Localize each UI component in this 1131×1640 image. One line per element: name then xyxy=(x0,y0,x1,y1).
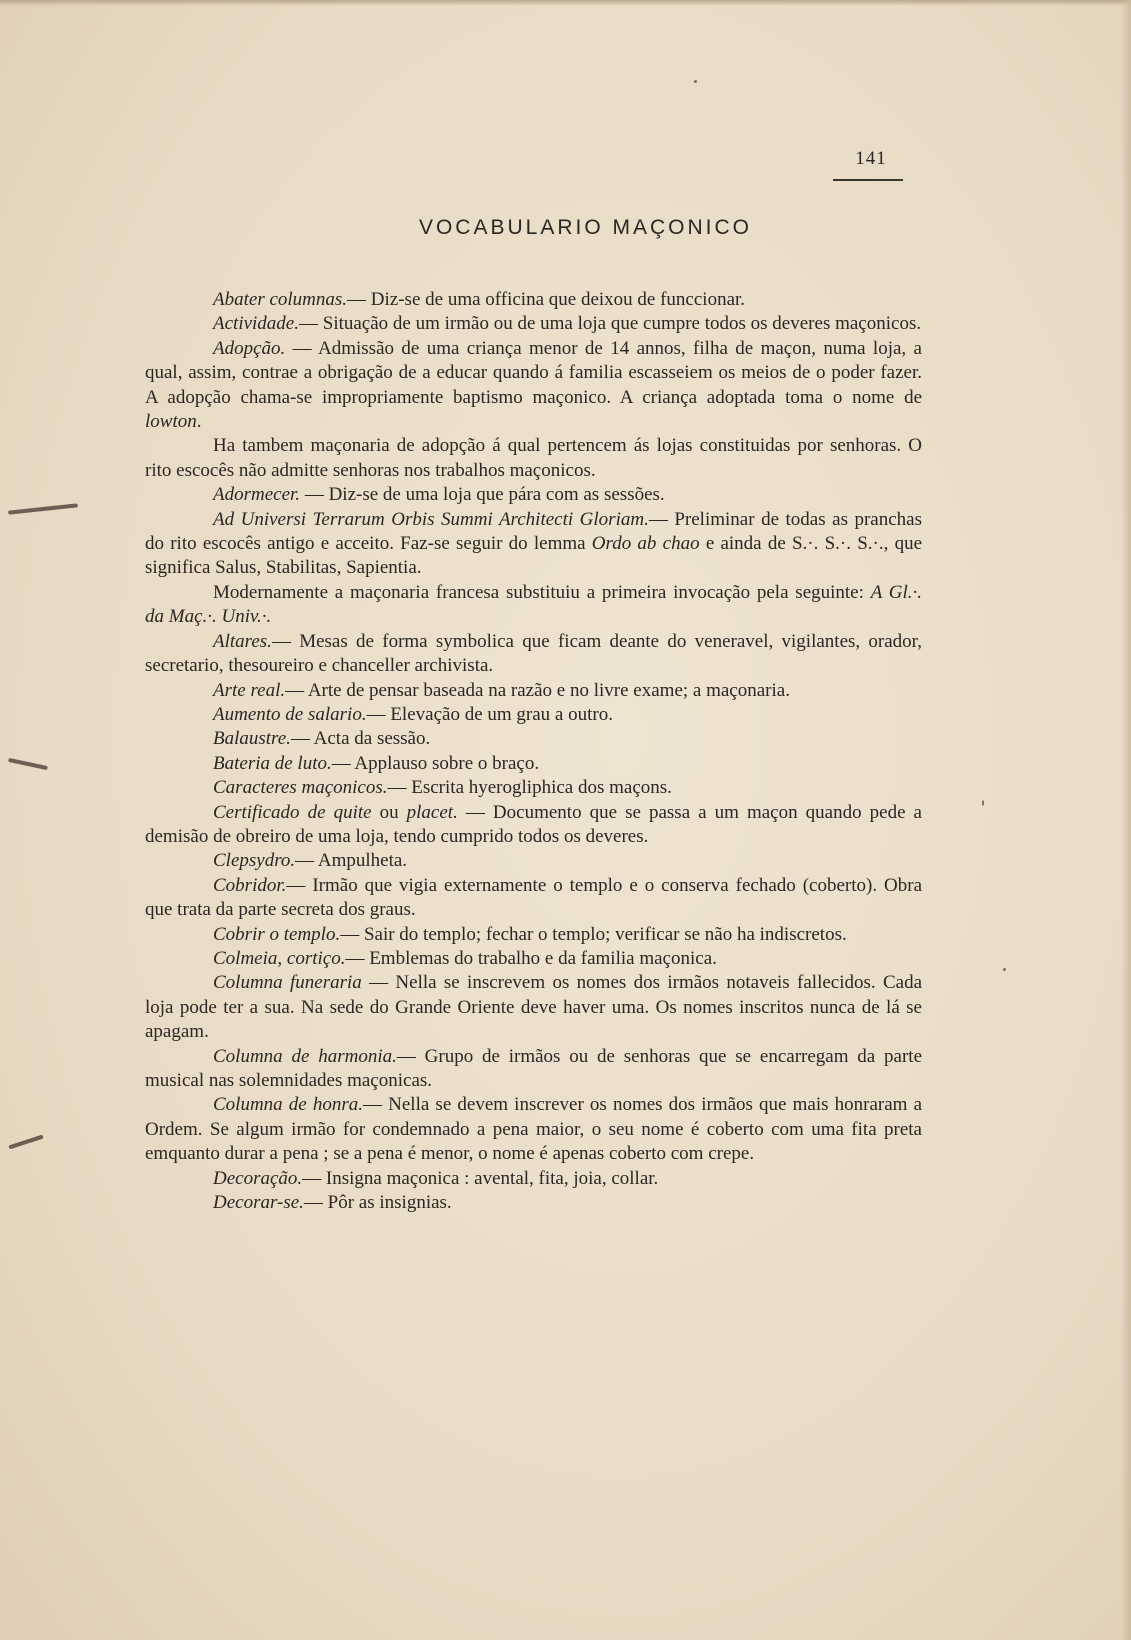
entry-definition: — Sair do templo; fechar o templo; verificar se não ha indiscretos. xyxy=(340,923,847,945)
entry-term: Balaustre. xyxy=(213,728,291,750)
entry-term: Adormecer. xyxy=(213,484,301,506)
entry-term: Aumento de salario. xyxy=(213,703,367,725)
page-edge-shadow xyxy=(0,0,1131,6)
vocabulary-entries xyxy=(145,288,922,1215)
vocabulary-entry xyxy=(145,703,922,727)
entry-term: Actividade. xyxy=(213,313,299,335)
entry-definition: — Nella se devem inscrever os nomes dos irmãos que mais honraram a Ordem. Se algum irmão for condemnado a pena maior, o seu nome é coberto com uma fita preta emquanto durar a pena ; se a pena é menor, o nome é apenas coberto com crepe. xyxy=(145,1094,922,1165)
vocabulary-entry xyxy=(145,971,922,1044)
entry-term: Caracteres maçonicos. xyxy=(213,777,388,799)
entry-term: Altares. xyxy=(213,630,272,652)
entry-definition-continued: . xyxy=(196,411,202,433)
vocabulary-entry xyxy=(145,508,922,581)
binding-thread-mark xyxy=(8,758,48,770)
entry-emphasis: lowton xyxy=(145,411,197,433)
vocabulary-entry xyxy=(145,1191,922,1215)
entry-term: Bateria de luto. xyxy=(213,752,332,774)
vocabulary-entry xyxy=(145,630,922,679)
entry-definition: ou xyxy=(371,801,407,823)
vocabulary-entry xyxy=(145,776,922,800)
entry-definition: — Pôr as insignias. xyxy=(303,1192,452,1214)
entry-definition: — Mesas de forma symbolica que ficam deante do veneravel, vigilantes, orador, secretario, thesoureiro e chanceller archivista. xyxy=(145,630,922,677)
entry-definition: — Nella se inscrevem os nomes dos irmãos notaveis fallecidos. Cada loja pode ter a sua. Na sede do Grande Oriente deve haver uma. Os nomes inscritos nunca de lá se apagam. xyxy=(145,972,922,1043)
entry-definition: — Escrita hyerogliphica dos maçons. xyxy=(387,777,672,799)
entry-term: Cobrir o templo. xyxy=(213,923,341,945)
entry-definition: Modernamente a maçonaria francesa substituiu a primeira invocação pela seguinte: xyxy=(213,581,871,603)
vocabulary-entry xyxy=(145,337,922,435)
entry-definition: — Irmão que vigia externamente o templo e o conserva fechado (coberto). Obra que trata da parte secreta dos graus. xyxy=(145,874,922,921)
entry-definition: — Admissão de uma criança menor de 14 annos, filha de maçon, numa loja, a qual, assim, contrae a obrigação de a educar quando á familia escasseiem os meios de o poder fazer. A adopção chama-se impropriamente baptismo maçonico. A criança adoptada toma o nome de xyxy=(145,337,922,408)
entry-term: Adopção. xyxy=(213,337,286,359)
entry-definition: — Situação de um irmão ou de uma loja que cumpre todos os deveres maçonicos. xyxy=(299,313,922,335)
entry-term: Decoração. xyxy=(213,1167,303,1189)
entry-term: Abater columnas. xyxy=(213,289,348,310)
page-edge-shadow-right xyxy=(1121,0,1131,1640)
paper-speck xyxy=(694,80,697,83)
entry-definition: — Insigna maçonica : avental, fita, joia, collar. xyxy=(302,1167,659,1189)
page-title: VOCABULARIO MAÇONICO xyxy=(418,216,753,239)
vocabulary-entry xyxy=(145,1093,922,1166)
entry-term: Columna funeraria xyxy=(213,972,362,994)
entry-definition: Ha tambem maçonaria de adopção á qual pertencem ás lojas constituidas por senhoras. O rito escocês não admitte senhoras nos trabalhos maçonicos. xyxy=(145,435,922,481)
entry-definition: — Preliminar de todas as pranchas do rito escocês antigo e acceito. Faz-se seguir do lemma xyxy=(145,508,923,555)
paper-speck xyxy=(982,800,984,806)
vocabulary-entry xyxy=(145,874,922,923)
entry-definition: — Emblemas do trabalho e da familia maçonica. xyxy=(345,947,717,969)
vocabulary-entry xyxy=(145,947,922,971)
entry-term: Clepsydro. xyxy=(213,850,296,872)
entry-emphasis: placet. xyxy=(406,801,458,823)
entry-term: Ad Universi Terrarum Orbis Summi Architecti Gloriam. xyxy=(213,508,649,530)
entry-definition: — Diz-se de uma officina que deixou de funccionar. xyxy=(347,289,746,310)
paper-speck xyxy=(1003,968,1006,971)
vocabulary-entry xyxy=(145,752,922,776)
vocabulary-entry xyxy=(145,1167,922,1191)
entry-term: Columna de honra. xyxy=(213,1094,364,1116)
page-number-rule xyxy=(833,179,903,181)
vocabulary-entry xyxy=(145,581,922,630)
entry-definition: — Grupo de irmãos ou de senhoras que se encarregam da parte musical nas solemnidades maçonicas. xyxy=(145,1045,923,1091)
entry-definition: — Acta da sessão. xyxy=(290,728,431,750)
entry-definition-continued: e ainda de S.·. S.·. S.·., que significa Salus, Stabilitas, Sapientia. xyxy=(145,533,923,579)
vocabulary-entry xyxy=(145,679,922,703)
entry-definition: — Ampulheta. xyxy=(295,850,408,872)
vocabulary-entry xyxy=(145,434,922,483)
vocabulary-entry xyxy=(145,923,922,947)
binding-thread-mark xyxy=(8,503,78,514)
entry-term: Arte real. xyxy=(213,679,286,701)
entry-term: Certificado de quite xyxy=(213,801,372,823)
entry-emphasis: Ordo ab chao xyxy=(591,533,700,555)
entry-term: Decorar-se. xyxy=(213,1192,304,1214)
entry-definition: — Elevação de um grau a outro. xyxy=(366,703,613,725)
entry-emphasis: A Gl.·. da Maç.·. Univ.·. xyxy=(145,581,922,628)
entry-definition: — Diz-se de uma loja que pára com as sessões. xyxy=(300,484,665,506)
vocabulary-entry xyxy=(145,849,922,873)
vocabulary-entry xyxy=(145,1045,922,1094)
vocabulary-entry xyxy=(145,288,922,312)
vocabulary-entry xyxy=(145,801,922,850)
entry-term: Colmeia, cortiço. xyxy=(213,947,346,969)
entry-definition: — Applauso sobre o braço. xyxy=(331,752,540,774)
entry-term: Columna de harmonia. xyxy=(213,1045,397,1067)
vocabulary-entry xyxy=(145,312,922,336)
vocabulary-entry xyxy=(145,727,922,751)
binding-thread-mark xyxy=(8,1135,43,1150)
entry-definition-continued: — Documento que se passa a um maçon quando pede a demisão de obreiro de uma loja, tendo cumprido todos os deveres. xyxy=(145,801,922,847)
vocabulary-entry xyxy=(145,483,922,507)
entry-term: Cobridor. xyxy=(213,874,287,896)
page-number: 141 xyxy=(855,148,887,169)
entry-definition: — Arte de pensar baseada na razão e no livre exame; a maçonaria. xyxy=(285,679,790,701)
